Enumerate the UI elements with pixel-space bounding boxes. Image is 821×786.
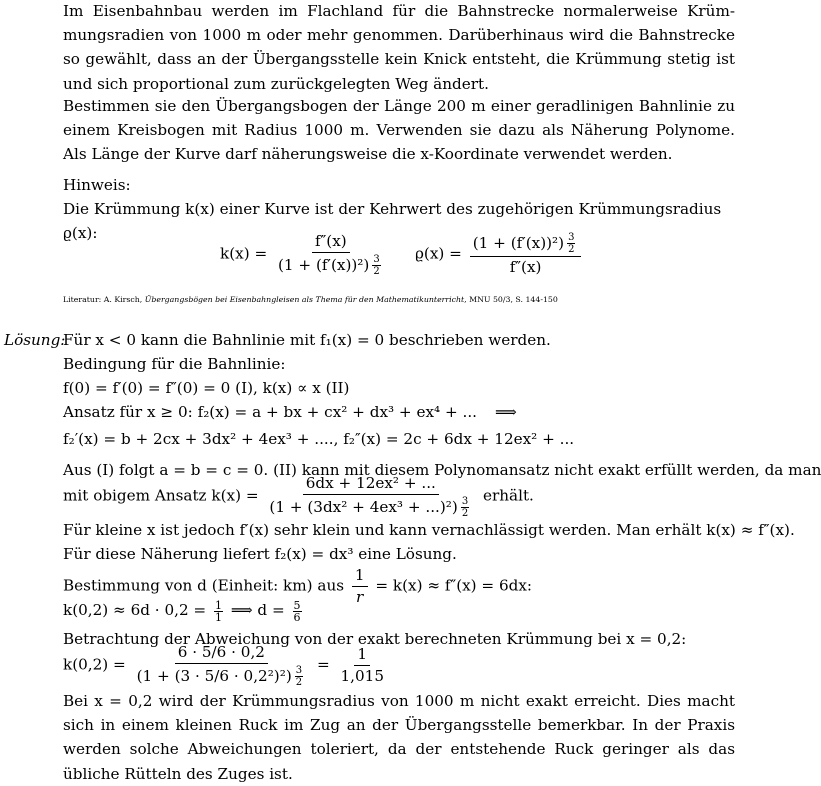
- task-paragraph: [63, 94, 735, 167]
- k02-result-num: 1: [354, 645, 370, 666]
- hint-text-content: Die Krümmung k(x) einer Kurve ist der Kehrwert des zugehörigen Krümmungsradius ϱ(x):: [63, 200, 722, 243]
- k02-result-fraction: [338, 645, 387, 686]
- ansatz-k-fraction: [266, 474, 475, 519]
- formula-rho: [415, 232, 584, 277]
- ansatz-k-prefix: mit obigem Ansatz k(x) =: [63, 486, 259, 505]
- k02-exact-numerator: 6 · 5/6 · 0,2: [175, 643, 268, 664]
- conclusion-text: Bei x = 0,2 wird der Krümmungsradius von 1000 m nicht exakt erreicht. Dies macht sich in einem kleinen Ruck im Zug an der Übergangsstelle bemerkbar. In der Praxis werden solche Abweichungen toleriert, da der entstehende Ruck geringer als das übliche Rütteln des Zuges ist.: [63, 692, 735, 783]
- formula-rho-exponent: [567, 232, 575, 255]
- ansatz-text: Ansatz für x ≥ 0: f₂(x) = a + bx + cx² + dx³ + ex⁴ + ...: [63, 403, 477, 421]
- five-sixths-fraction: [293, 600, 302, 623]
- ansatz-k-exponent: [461, 496, 469, 519]
- one-over-r-den: r: [356, 588, 364, 606]
- exp-den: 2: [461, 508, 469, 519]
- exp-den: 2: [568, 244, 575, 255]
- literature-suffix: , MNU 50/3, S. 144-150: [464, 295, 558, 304]
- k02-exact-fraction: [134, 643, 310, 688]
- solution-line-1: Für x < 0 kann die Bahnlinie mit f₁(x) = 0 beschrieben werden.: [63, 331, 551, 349]
- solution-line-12: Betrachtung der Abweichung von der exakt berechneten Krümmung bei x = 0,2:: [63, 630, 687, 648]
- implies-arrow: ⟹: [495, 403, 517, 421]
- determination-prefix: Bestimmung von d (Einheit: km) aus: [63, 576, 345, 595]
- solution-line-7: [63, 474, 735, 522]
- formula-rho-denominator: f″(x): [509, 258, 542, 276]
- literature-title: Übergangsbögen bei Eisenbahngleisen als Thema für den Mathematikunterricht: [144, 295, 465, 304]
- formula-rho-numerator: [470, 232, 582, 257]
- exp-den: 2: [373, 266, 380, 277]
- k02-exact-denominator: [134, 664, 310, 688]
- exp-num: 3: [295, 665, 303, 676]
- task-text: Bestimmen sie den Übergangsbogen der Länge 200 m einer geradlinigen Bahnlinie zu einem Kreisbogen mit Radius 1000 m. Verwenden sie dazu als Näherung Polynome. Als Länge der Kurve darf näherungsweise die x-Koordinate verwendet werden.: [63, 97, 735, 164]
- solution-line-4: [63, 400, 735, 424]
- formula-rho-fraction: [470, 232, 582, 277]
- ansatz-k-den-text: (1 + (3dx² + 4ex³ + ...)²): [269, 498, 458, 516]
- solution-line-2: Bedingung für die Bahnlinie:: [63, 355, 286, 373]
- curvature-formulas: [0, 232, 733, 280]
- frac-den: 6: [293, 610, 301, 624]
- formula-k-den-text: (1 + (f′(x))²): [278, 256, 370, 274]
- formula-rho-lhs: ϱ(x) =: [415, 244, 462, 263]
- one-over-one-fraction: [214, 600, 223, 623]
- hint-title: [63, 173, 735, 197]
- formula-k: [220, 232, 390, 277]
- ansatz-k-suffix: erhält.: [483, 486, 534, 505]
- formula-rho-num-text: (1 + (f′(x))²): [472, 234, 565, 252]
- k02-exact-exponent: [295, 665, 303, 688]
- solution-line-9: Für diese Näherung liefert f₂(x) = dx³ eine Lösung.: [63, 545, 457, 563]
- solution-line-3: f(0) = f′(0) = f″(0) = 0 (I), k(x) ∝ x (II): [63, 379, 350, 397]
- exp-den: 2: [295, 677, 303, 688]
- ansatz-k-numerator: 6dx + 12ex² + ...: [303, 474, 439, 495]
- frac-num: 1: [215, 598, 222, 612]
- frac-den: 1: [215, 610, 222, 624]
- formula-k-denominator: [275, 253, 387, 277]
- solution-line-13: [63, 643, 735, 691]
- formula-k-numerator: f″(x): [312, 232, 350, 253]
- conclusion-paragraph: [63, 689, 735, 786]
- one-over-r-num: 1: [352, 566, 368, 587]
- formula-k-lhs: k(x) =: [220, 244, 268, 263]
- frac-num: 5: [293, 598, 301, 612]
- formula-k-fraction: [275, 232, 387, 277]
- literature-reference: [63, 294, 723, 306]
- k02-exact-den-text: (1 + (3 · 5/6 · 0,2²)²): [136, 667, 292, 685]
- k02-exact-prefix: k(0,2) =: [63, 655, 126, 674]
- k02-approx-prefix: k(0,2) ≈ 6d · 0,2 =: [63, 601, 207, 619]
- intro-text: Im Eisenbahnbau werden im Flachland für die Bahnstrecke normalerweise Krüm-mungsradien von 1000 m oder mehr genommen. Darüberhinaus wird die Bahnstrecke so gewählt, dass an der Übergangsstelle kein Knick entsteht, die Krümmung stetig ist und sich proportional zum zurückgelegten Weg ändert.: [63, 2, 735, 93]
- solution-line-5: f₂′(x) = b + 2cx + 3dx² + 4ex³ + ...., f₂″(x) = 2c + 6dx + 12ex² + ...: [63, 430, 575, 448]
- exp-num: 3: [568, 232, 575, 243]
- formula-k-exponent: [372, 254, 380, 277]
- solution-line-6: Aus (I) folgt a = b = c = 0. (II) kann mit diesem Polynomansatz nicht exakt erfüllt werden, da man: [63, 461, 821, 479]
- solution-label: Lösung:: [4, 331, 66, 349]
- intro-paragraph: [63, 0, 735, 96]
- solution-line-8: Für kleine x ist jedoch f′(x) sehr klein und kann vernachlässigt werden. Man erhält k(x) ≈ f″(x).: [63, 521, 795, 539]
- ansatz-k-denominator: [266, 495, 475, 519]
- exp-num: 3: [461, 496, 469, 507]
- k02-equals: =: [316, 655, 330, 674]
- determination-suffix: = k(x) ≈ f″(x) = 6dx:: [375, 576, 533, 595]
- k02-result-den: 1,015: [340, 667, 384, 685]
- d-equals: ⟹ d =: [230, 601, 285, 619]
- literature-prefix: Literatur: A. Kirsch,: [63, 295, 145, 304]
- hint-title-text: Hinweis:: [63, 176, 131, 194]
- exp-num: 3: [373, 254, 380, 265]
- solution-line-11: [63, 598, 735, 623]
